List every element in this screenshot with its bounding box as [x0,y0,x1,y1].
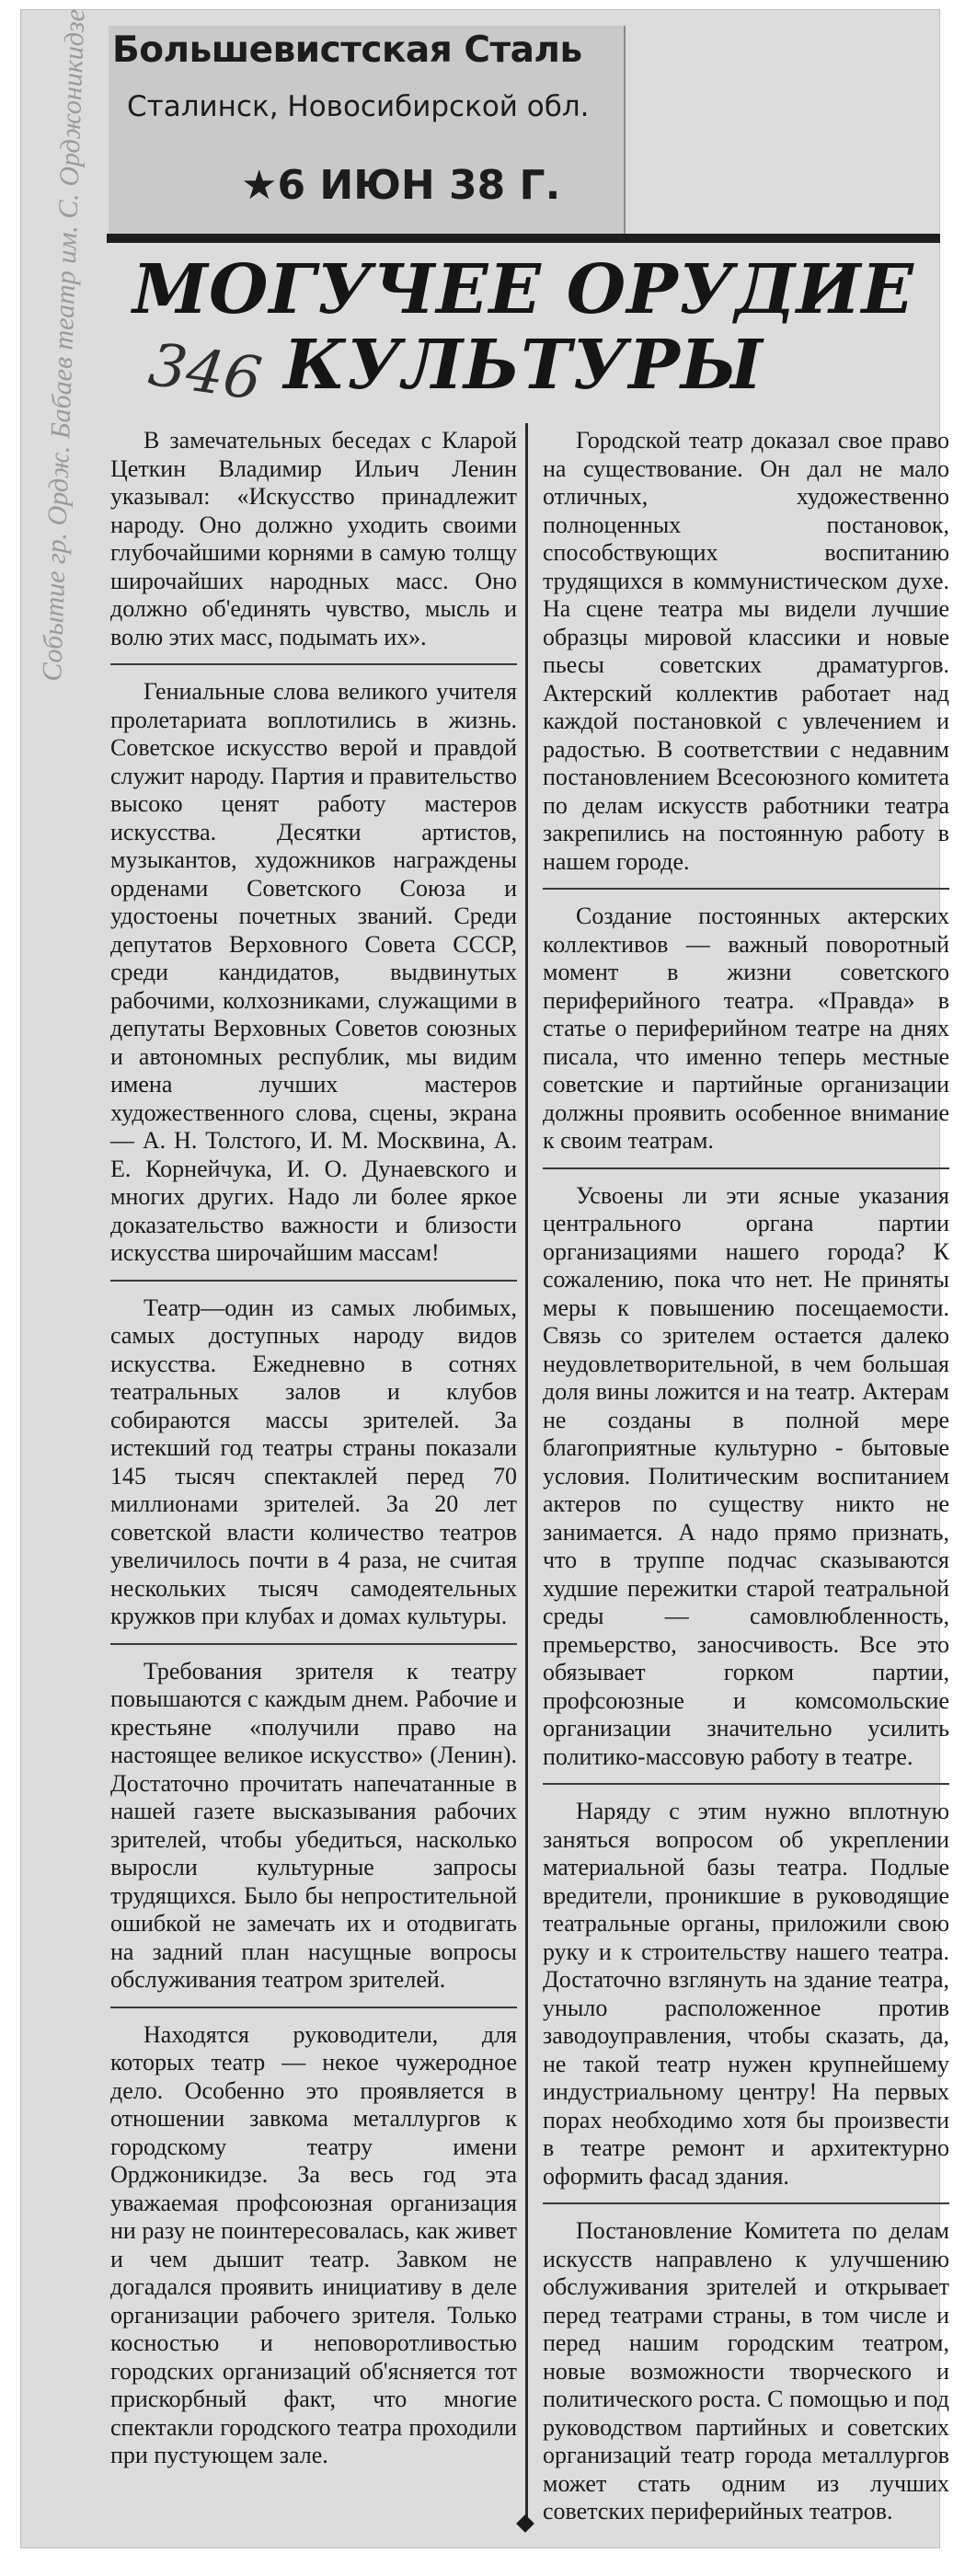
paragraph: Наряду с этим нужно вплотную заняться вопросом об укреплении материальной базы театра. Подлые вредители, проникшие в руководящие театральные органы, приложили свою руку и к строительству нашего театра. Достаточно взглянуть на здание театра, уныло расположенное против заводоуправления, чтобы сказать, да, не такой театр нужен крупнейшему индустриальному центру! На первых порах необходимо хотя бы произвести в театре ремонт и архитектурно оформить фасад здания. [543,1798,949,2190]
paragraph: Создание постоянных актерских коллективов — важный поворотный момент в жизни советского периферийного театра. «Правда» в статье о периферийном театре на днях писала, что именно теперь местные советские и партийные организации должны проявить особенное внимание к своим театрам. [543,903,949,1154]
paragraph: Городской театр доказал свое право на существование. Он дал не мало отличных, художественно полноценных постановок, способствующих воспитанию трудящихся в коммунистическом духе. На сцене театра мы видели лучшие образцы мировой классики и новые пьесы советских драматургов. Актерский коллектив работает над каждой постановкой с увлечением и радостью. В соответствии с недавним постановлением Всесоюзного комитета по делам искусств работники театра закрепились на постоянную работу в нашем городе. [543,427,949,875]
paragraph: Требования зрителя к театру повышаются с каждым днем. Рабочие и крестьяне «получили право на настоящее великое искусство» (Ленин). Достаточно прочитать напечатанные в нашей газете высказывания рабочих зрителей, чтобы убедиться, насколько выросли культурные запросы трудящихся. Было бы непростительной ошибкой не замечать их и отодвигать на задний план насущные вопросы обслуживания театром зрителей. [110,1657,517,1993]
paragraph-divider [543,888,949,890]
paragraph: В замечательных беседах с Кларой Цеткин Владимир Ильич Ленин указывал: «Искусство принадлежит народу. Оно должно уходить своими глубочайшими корнями в самую толщу широчайших народных масс. Оно должно об'единять чувство, мысль и волю этих масс, подымать их». [110,427,517,650]
paragraph: Находятся руководители, для которых театр — некое чужеродное дело. Особенно это проявляется в отношении завкома металлургов к городскому театру имени Орджоникидзе. За весь год эта уважаемая профсоюзная организация ни разу не поинтересовалась, как живет и чем дышит театр. Завком не догадался проявить инициативу в деле организации рабочего зрителя. Только косностью и неповоротливостью городских организаций об'ясняется тот прискорбный факт, что многие спектакли городского театра проходили при пустующем зале. [110,2020,517,2468]
left-column [110,427,517,2482]
right-column [543,427,949,2538]
paragraph-divider [543,1167,949,1169]
column-divider [525,423,528,2530]
paragraph-divider [110,1643,517,1645]
margin-handwritten-note: Событие гр. Ордж. Бабаев театр им. С. Орджоникидзе [37,8,91,683]
paragraph: Гениальные слова великого учителя пролетариата воплотились в жизнь. Советское искусство верой и правдой служит народу. Партия и правительство высоко ценят работу мастеров искусства. Десятки артистов, музыкантов, художников награждены орденами Советского Союза и удостоены почетных званий. Среди депутатов Верховного Совета СССР, среди кандидатов, выдвинутых рабочими, колхозниками, служащими в депутаты Верховных Советов союзных и автономных республик, мы видим имена лучших мастеров художественного слова, сцены, экрана — А. Н. Толстого, И. М. Москвина, А. Е. Корнейчука, И. О. Дунаевского и многих других. Надо ли более яркое доказательство важности и близости искусства широчайшим массам! [110,678,517,1266]
paragraph-divider [543,2202,949,2204]
headline-line-1: МОГУЧЕЕ ОРУДИЕ [132,250,914,329]
stamp-city: Сталинск, Новосибирской обл. [127,90,590,123]
paragraph: Усвоены ли эти ясные указания центрального органа партии организациями нашего города? К сожалению, пока что нет. Не приняты меры к повышению посещаемости. Связь со зрителем остается далеко неудовлетворительной, в чем большая доля вины ложится и на театр. Актерам не созданы в полной мере благоприятные культурно - бытовые условия. Политическим воспитанием актеров по существу никто не занимается. А надо прямо признать, что в труппе подчас сказываются худшие пережитки старой театральной среды — самовлюбленность, премьерство, заносчивость. Все это обязывает горком партии, профсоюзные и комсомольские организации значительно усилить политико-массовую работу в театре. [543,1181,949,1770]
paragraph-divider [110,1280,517,1282]
paragraph-divider [110,2007,517,2008]
header-rule [107,234,940,243]
paragraph-divider [110,663,517,665]
paragraph: Театр—один из самых любимых, самых доступных народу видов искусства. Ежедневно в сотнях театральных залов и клубов собираются массы зрителей. За истекший год театры страны показали 145 тысяч спектаклей перед 70 миллионами зрителей. За 20 лет советской власти количество театров увеличилось почти в 4 раза, не считая нескольких тысяч самодеятельных кружков при клубах и домах культуры. [110,1294,517,1629]
paragraph-divider [543,1783,949,1785]
handwritten-number: 346 [144,330,266,415]
headline-line-2: КУЛЬТУРЫ [283,326,764,405]
stamp-newspaper-name: Большевистская Сталь [112,29,582,71]
paragraph: Постановление Комитета по делам искусств направлено к улучшению обслуживания зрителей и открывает перед театрами страны, в том числе и перед нашим городским театром, новые возможности творческого и политического роста. С помощью и под руководством партийных и советских организаций театр города металлургов может стать одним из лучших советских периферийных театров. [543,2217,949,2524]
stamp-date: ★6 ИЮН 38 Г. [241,162,561,209]
